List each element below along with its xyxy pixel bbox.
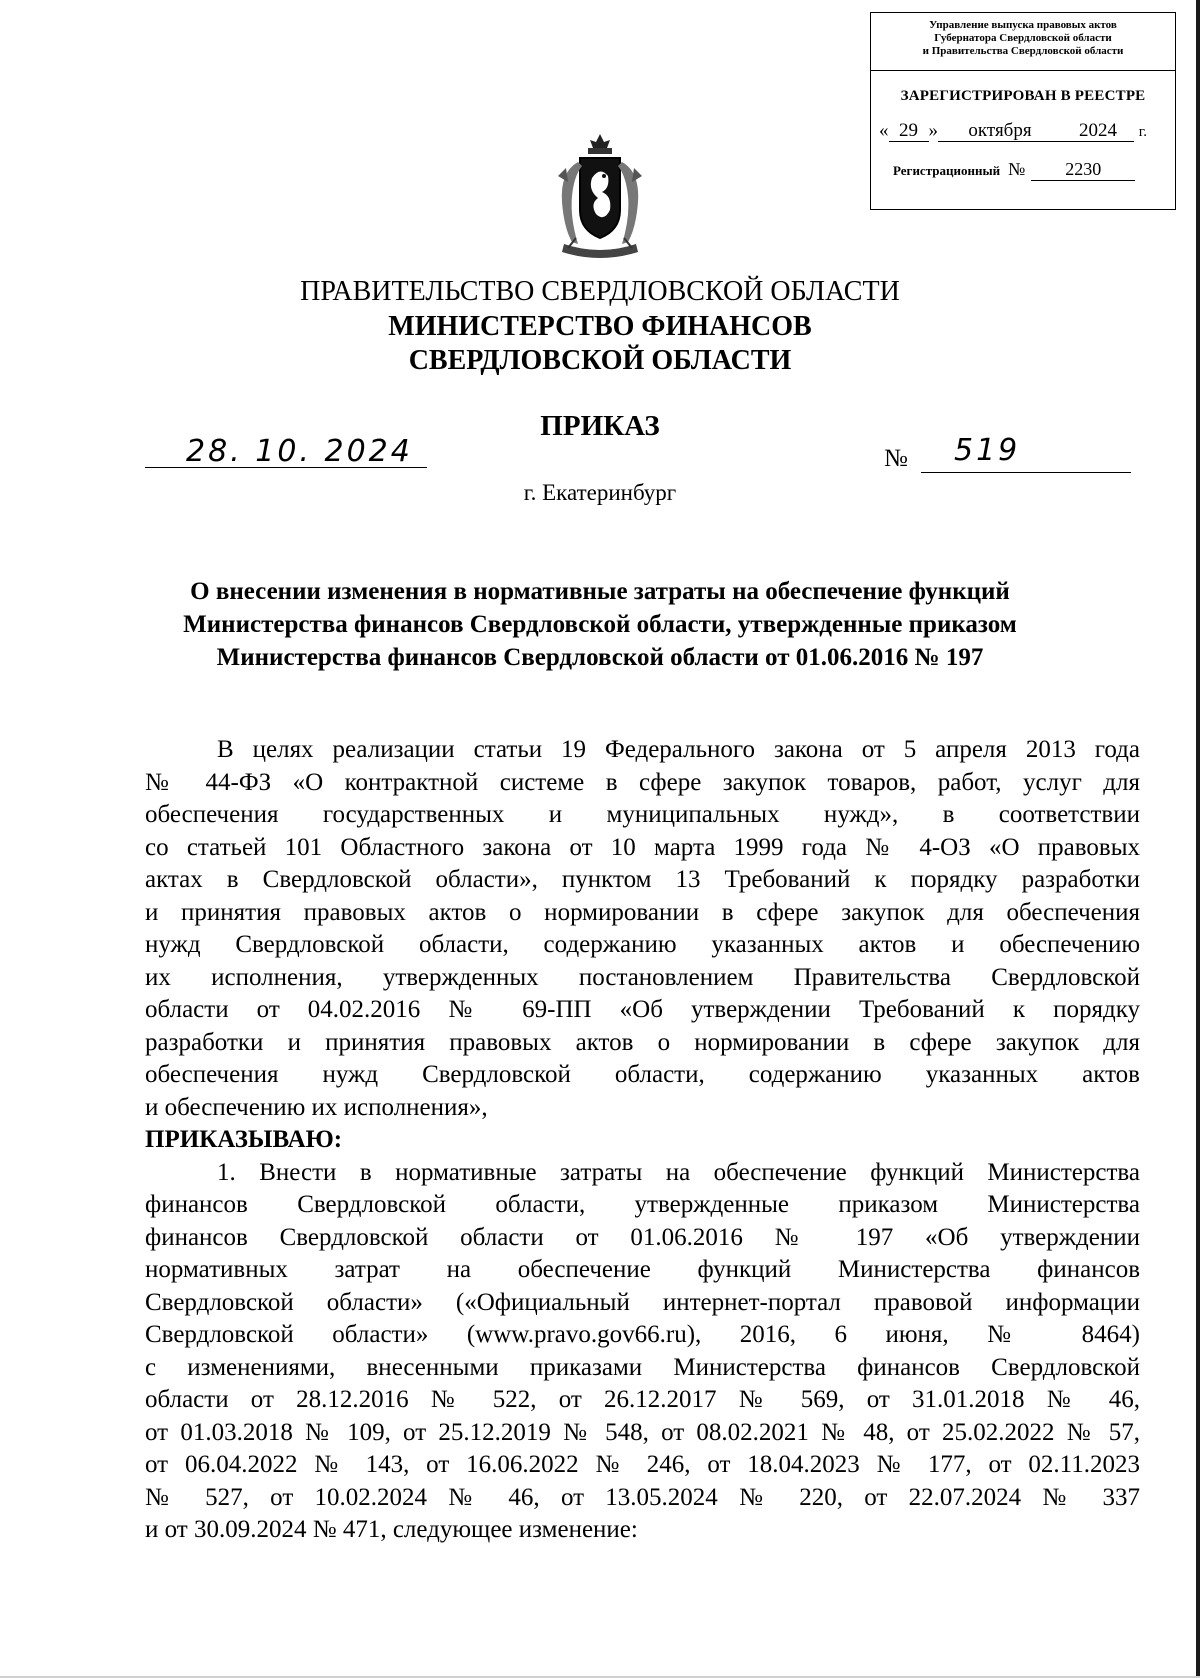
city: г. Екатеринбург	[523, 480, 677, 505]
stamp-header	[871, 13, 1175, 71]
sverdlovsk-coat-of-arms-icon	[552, 132, 648, 264]
stamp-year: 2024	[1062, 121, 1134, 142]
preamble-line: № 44-ФЗ «О контрактной системе в сфере закупок товаров, работ, услуг для	[145, 768, 1140, 796]
preamble-line: актах в Свердловской области», пунктом 13 Требований к порядку разработки	[145, 866, 1140, 893]
stamp-quote-close: »	[928, 120, 938, 141]
item-line: с изменениями, внесенными приказами Министерства финансов Свердловской	[145, 1353, 1140, 1381]
item-line: области от 28.12.2016 № 522, от 26.12.2017 № 569, от 31.01.2018 № 46,	[145, 1386, 1140, 1413]
stamp-header-line: Управление выпуска правовых актов	[929, 19, 1117, 31]
stamp-registered-label: ЗАРЕГИСТРИРОВАН В РЕЕСТРЕ	[900, 88, 1146, 104]
stamp-day: 29	[889, 121, 929, 142]
item-line: и от 30.09.2024 № 471, следующее изменение:	[145, 1516, 638, 1543]
item-line: от 06.04.2022 № 143, от 16.06.2022 № 246, от 18.04.2023 № 177, от 02.11.2023	[145, 1451, 1140, 1478]
document-title	[100, 575, 1100, 674]
handwritten-date: 28. 10. 2024	[186, 434, 413, 469]
stamp-number: 2230	[1031, 159, 1135, 181]
scan-edge	[1196, 0, 1200, 1678]
item-line: Свердловской области» («Официальный интернет-портал правовой информации	[145, 1288, 1140, 1316]
item-line: 1. Внести в нормативные затраты на обеспечение функций Министерства	[217, 1158, 1140, 1186]
stamp-year-suffix: г.	[1138, 124, 1147, 140]
date-underline	[145, 467, 427, 468]
handwritten-order-number: 519	[954, 433, 1021, 468]
item-line: финансов Свердловской области от 01.06.2016 № 197 «Об утверждении	[145, 1223, 1140, 1251]
document-body	[145, 734, 1140, 1547]
document-type: ПРИКАЗ	[540, 410, 660, 442]
item-line: финансов Свердловской области, утвержденные приказом Министерства	[145, 1191, 1140, 1218]
preamble-line: и обеспечению их исполнения»,	[145, 1093, 488, 1121]
preamble-line: В целях реализации статьи 19 Федерального закона от 5 апреля 2013 года	[217, 736, 1140, 763]
ministry-name-line: СВЕРДЛОВСКОЙ ОБЛАСТИ	[408, 345, 792, 376]
number-underline	[921, 472, 1131, 473]
registration-stamp	[870, 12, 1176, 210]
title-line: О внесении изменения в нормативные затраты на обеспечение функций	[190, 578, 1010, 605]
government-name: ПРАВИТЕЛЬСТВО СВЕРДЛОВСКОЙ ОБЛАСТИ	[300, 276, 900, 307]
stamp-quote-open: «	[879, 120, 889, 141]
preamble-line: и принятия правовых актов о нормировании в сфере закупок для обеспечения	[145, 898, 1140, 926]
item-line: № 527, от 10.02.2024 № 46, от 13.05.2024 № 220, от 22.07.2024 № 337	[145, 1483, 1140, 1511]
stamp-header-line: Губернатора Свердловской области	[934, 32, 1112, 44]
stamp-number-sign: №	[1008, 159, 1026, 179]
preamble-line: области от 04.02.2016 № 69-ПП «Об утверждении Требований к порядку	[145, 996, 1140, 1023]
preamble-line: обеспечения нужд Свердловской области, содержанию указанных актов	[145, 1061, 1140, 1088]
preamble-line: со статьей 101 Областного закона от 10 марта 1999 года № 4-ОЗ «О правовых	[145, 833, 1140, 861]
order-number-sign: №	[884, 445, 908, 472]
ministry-name-line: МИНИСТЕРСТВО ФИНАНСОВ	[388, 311, 812, 342]
preamble-line: разработки и принятия правовых актов о нормировании в сфере закупок для	[145, 1028, 1140, 1056]
preamble-line: обеспечения государственных и муниципальных нужд», в соответствии	[145, 801, 1140, 828]
preamble-line: нужд Свердловской области, содержанию указанных актов и обеспечению	[145, 931, 1140, 958]
item-line: Свердловской области» (www.pravo.gov66.ru), 2016, 6 июня, № 8464)	[145, 1321, 1140, 1348]
title-line: Министерства финансов Свердловской области от 01.06.2016 № 197	[216, 644, 984, 671]
stamp-month: октября	[938, 121, 1062, 142]
item-line: от 01.03.2018 № 109, от 25.12.2019 № 548, от 08.02.2021 № 48, от 25.02.2022 № 57,	[145, 1418, 1140, 1446]
stamp-header-line: и Правительства Свердловской области	[922, 45, 1124, 57]
stamp-number-label: Регистрационный	[893, 163, 1001, 178]
order-word: ПРИКАЗЫВАЮ:	[145, 1126, 343, 1153]
item-line: нормативных затрат на обеспечение функций Министерства финансов	[145, 1256, 1140, 1283]
stamp-date	[871, 120, 1175, 142]
preamble-line: их исполнения, утвержденных постановлением Правительства Свердловской	[145, 963, 1140, 991]
title-line: Министерства финансов Свердловской области, утвержденные приказом	[183, 611, 1017, 638]
stamp-number-row	[871, 159, 1175, 181]
